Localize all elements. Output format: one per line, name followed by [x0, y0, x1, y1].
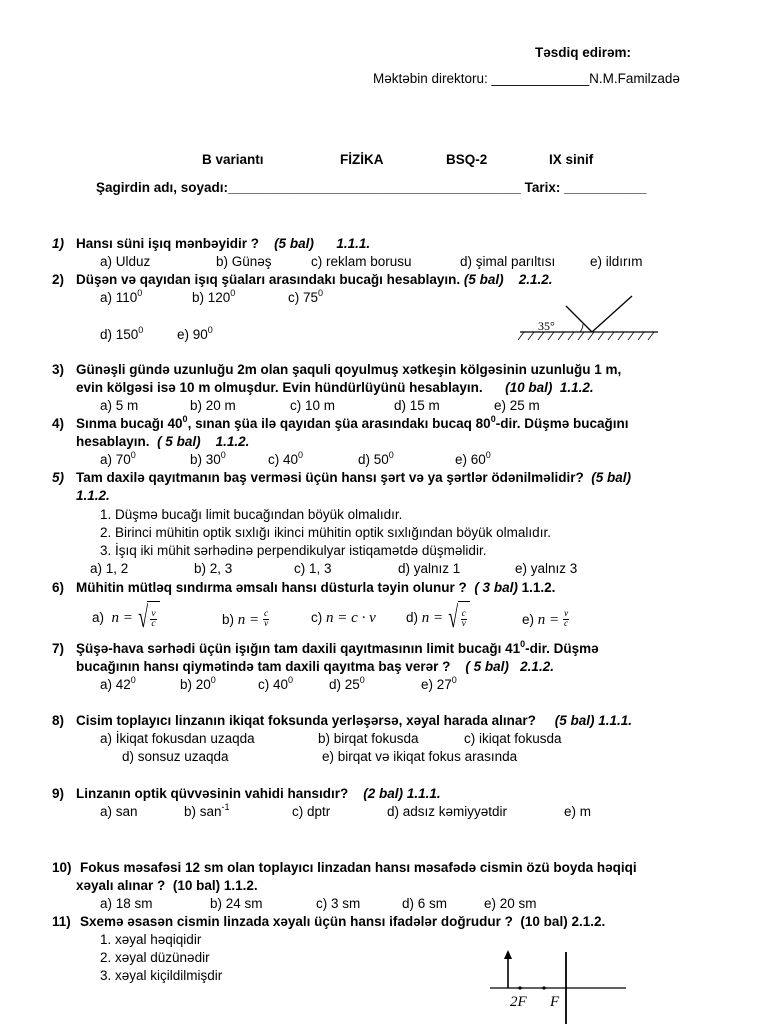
q1-option-c: c) reklam borusu	[311, 254, 412, 269]
q3-number: 3)	[52, 362, 65, 377]
q2-option-c: c) $75^0$	[288, 287, 324, 305]
q10-text-line2: xəyalı alınar ? (10 bal) 1.1.2.	[76, 878, 258, 893]
approve-label: Təsdiq edirəm:	[535, 45, 632, 60]
q4-text-line2: hesablayın. ( 5 bal) 1.1.2.	[76, 434, 250, 449]
q6-option-c: c) n = c · v	[311, 610, 376, 626]
q7-text-line1: Şüşə-hava sərhədi üçün işığın tam daxili qayıtmasının limit bucağı $41^0$-dir. Düşmə	[76, 638, 599, 656]
q9-number: 9)	[52, 786, 65, 801]
q7-option-e: e) $27^0$	[421, 674, 457, 692]
q11-statement-2: 2. xəyal düzünədir	[100, 950, 210, 965]
q7-option-a: a) $42^0$	[100, 674, 136, 692]
q10-option-d: d) 6 sm	[402, 896, 448, 911]
sqrt-symbol: √ $\frac{c}{v}$	[445, 601, 470, 635]
q1-text: Hansı süni işıq mənbəyidir ?	[76, 236, 260, 251]
q1-question	[76, 236, 370, 252]
q2-number: 2)	[52, 272, 65, 287]
q11-number: 11)	[52, 914, 71, 929]
q3-option-d: d) 15 m	[394, 398, 440, 413]
q7-code: 2.1.2.	[520, 659, 554, 674]
q5-option-c: c) 1, 3	[294, 561, 332, 576]
q4-number: 4)	[52, 416, 65, 431]
q2-text: Düşən və qayıdan işıq şüaları arasındakı bucağı hesablayın.	[76, 272, 461, 287]
q2-option-b: b) $120^0$	[192, 287, 236, 305]
q9-option-c: c) dptr	[292, 804, 331, 819]
q1-option-a: a) Ulduz	[100, 254, 151, 269]
q7-option-c: c) $40^0$	[258, 674, 294, 692]
q5-statement-1: 1. Düşmə bucağı limit bucağından böyük olmalıdır.	[100, 507, 403, 522]
q3-code: 1.1.2.	[559, 380, 594, 395]
q7-text-line2: bucağının hansı qiymətində tam daxili qayıtma baş verər ? ( 5 bal) 2.1.2.	[76, 659, 554, 674]
q6-text: Mühitin mütləq sındırma əmsalı hansı düsturla təyin olunur ?	[76, 580, 467, 595]
q4-points: ( 5 bal)	[157, 434, 201, 449]
q6-option-e: e) n = $\frac{v}{c}$	[522, 609, 569, 629]
q9-option-e: e) m	[564, 804, 591, 819]
q2-points: (5 bal)	[463, 272, 504, 287]
q11-statement-3: 3. xəyal kiçildilmişdir	[100, 968, 223, 983]
focus-f-label: F	[550, 994, 560, 1010]
q11-question	[80, 914, 605, 930]
q1-code: 1.1.1.	[336, 236, 371, 251]
q7-option-d: d) $25^0$	[329, 674, 365, 692]
q8-option-c: c) ikiqat fokusda	[464, 731, 562, 746]
q2-code: 2.1.2.	[518, 272, 553, 287]
q4-text-line1: Sınma bucağı $40^0$, sınan şüa ilə qayıdan şüa arasındakı bucaq $80^0$-dir. Düşmə bucağını	[76, 413, 629, 431]
q9-question	[76, 786, 441, 802]
q3-option-b: b) 20 m	[190, 398, 236, 413]
q2-option-d: d) $150^0$	[100, 324, 144, 342]
q3-text-line1: Günəşli gündə uzunluğu 2m olan şaquli qoyulmuş xətkeşin kölgəsinin uzunluğu 1 m,	[76, 362, 622, 377]
grade-label: IX sinif	[549, 152, 594, 167]
reflection-angle-diagram	[514, 288, 664, 344]
lens-diagram	[480, 948, 630, 1024]
q8-number: 8)	[52, 713, 65, 728]
q4-option-a: a) $70^0$	[100, 449, 136, 467]
q1-option-b: b) Günəş	[216, 254, 272, 269]
q1-option-e: e) ildırım	[590, 254, 643, 269]
q8-option-e: e) birqat və ikiqat fokus arasında	[322, 749, 518, 764]
q2-question	[76, 272, 552, 288]
q5-number: 5)	[52, 470, 65, 485]
q6-number: 6)	[52, 580, 65, 595]
q8-points: (5 bal)	[554, 713, 595, 728]
q9-text: Linzanın optik qüvvəsinin vahidi hansıdır?	[76, 786, 349, 801]
q8-option-b: b) birqat fokusda	[318, 731, 419, 746]
q1-option-d: d) şimal parıltısı	[460, 254, 556, 269]
q7-number: 7)	[52, 641, 65, 656]
q3-points: (10 bal)	[505, 380, 553, 395]
q10-option-c: c) 3 sm	[316, 896, 361, 911]
q6-question	[76, 580, 555, 596]
q1-number: 1)	[52, 236, 65, 251]
q10-points: (10 bal)	[172, 878, 221, 893]
q11-points: (10 bal)	[520, 914, 568, 929]
q1-points: (5 bal)	[274, 236, 314, 251]
q5-option-d: d) yalnız 1	[398, 561, 461, 576]
q6-code: 1.1.2.	[521, 580, 556, 595]
q5-option-b: b) 2, 3	[194, 561, 233, 576]
variant-label: B variantı	[202, 152, 264, 167]
angle-label: 35°	[538, 319, 555, 333]
q3-text-line2: evin kölgəsi isə 10 m olmuşdur. Evin hündürlüyünü hesablayın. (10 bal) 1.1.2.	[76, 380, 594, 395]
q6-points: ( 3 bal)	[474, 580, 518, 595]
q10-code: 1.1.2.	[223, 878, 258, 893]
q11-statement-1: 1. xəyal həqiqidir	[100, 932, 202, 947]
q8-option-d: d) sonsuz uzaqda	[122, 749, 229, 764]
q9-option-b: b) san$^{-1}$	[184, 801, 230, 819]
q10-number: 10)	[52, 860, 72, 875]
q3-option-e: e) 25 m	[494, 398, 540, 413]
q5-statement-2: 2. Birinci mühitin optik sıxlığı ikinci mühitin optik sıxlığından böyük olmalıdır.	[100, 525, 551, 540]
focus-2f-label: 2F	[510, 994, 527, 1010]
q6-option-d: d) n = √ $\frac{c}{v}$	[406, 598, 470, 638]
q4-option-b: b) $30^0$	[190, 449, 226, 467]
student-name-date-line: Şagirdin adı, soyadı:_______________________________________ Tarix: ___________	[96, 180, 647, 195]
q9-code: 1.1.1.	[406, 786, 441, 801]
q9-option-d: d) adsız kəmiyyətdir	[387, 804, 508, 819]
q7-points: ( 5 bal)	[465, 659, 509, 674]
q2-option-e: e) $90^0$	[177, 324, 213, 342]
q8-question	[76, 713, 632, 729]
q3-option-c: c) 10 m	[290, 398, 336, 413]
q10-option-a: a) 18 sm	[100, 896, 153, 911]
q4-option-e: e) $60^0$	[455, 449, 491, 467]
q11-code: 2.1.2.	[571, 914, 606, 929]
q9-points: (2 bal)	[363, 786, 404, 801]
q11-text: Sxemə əsasən cismin linzada xəyalı üçün hansı ifadələr doğrudur ?	[80, 914, 513, 929]
q6-option-a: a) n = √ $\frac{v}{c}$	[92, 598, 160, 638]
q8-code: 1.1.1.	[598, 713, 633, 728]
test-code: BSQ-2	[446, 152, 488, 167]
subject-label: FİZİKA	[340, 152, 384, 167]
director-line: Məktəbin direktoru: _____________N.M.Familzadə	[373, 71, 680, 86]
q5-code: 1.1.2.	[76, 488, 110, 503]
q8-text: Cisim toplayıcı linzanın ikiqat foksunda yerləşərsə, xəyal harada alınar?	[76, 713, 536, 728]
q10-option-e: e) 20 sm	[484, 896, 537, 911]
q7-option-b: b) $20^0$	[180, 674, 216, 692]
q10-option-b: b) 24 sm	[210, 896, 263, 911]
q5-statement-3: 3. İşıq iki mühit sərhədinə perpendikulyar istiqamətdə düşməlidir.	[100, 543, 487, 558]
q6-option-b: b) n = $\frac{c}{v}$	[222, 609, 269, 629]
q5-question	[76, 470, 631, 486]
sqrt-symbol: √ $\frac{v}{c}$	[135, 601, 160, 635]
q4-code: 1.1.2.	[215, 434, 250, 449]
q5-option-a: a) 1, 2	[90, 561, 129, 576]
q4-option-d: d) $50^0$	[358, 449, 394, 467]
q5-points: (5 bal)	[591, 470, 631, 485]
q4-option-c: c) $40^0$	[268, 449, 304, 467]
q5-option-e: e) yalnız 3	[515, 561, 578, 576]
q2-option-a: a) $110^0$	[100, 287, 143, 305]
q9-option-a: a) san	[100, 804, 138, 819]
q3-option-a: a) 5 m	[100, 398, 139, 413]
q5-text: Tam daxilə qayıtmanın baş verməsi üçün hansı şərt və ya şərtlər ödənilməlidir?	[76, 470, 584, 485]
q8-option-a: a) İkiqat fokusdan uzaqda	[100, 731, 255, 746]
q10-text-line1: Fokus məsafəsi 12 sm olan toplayıcı linzadan hansı məsafədə cismin özü boyda həqiqi	[80, 860, 637, 875]
